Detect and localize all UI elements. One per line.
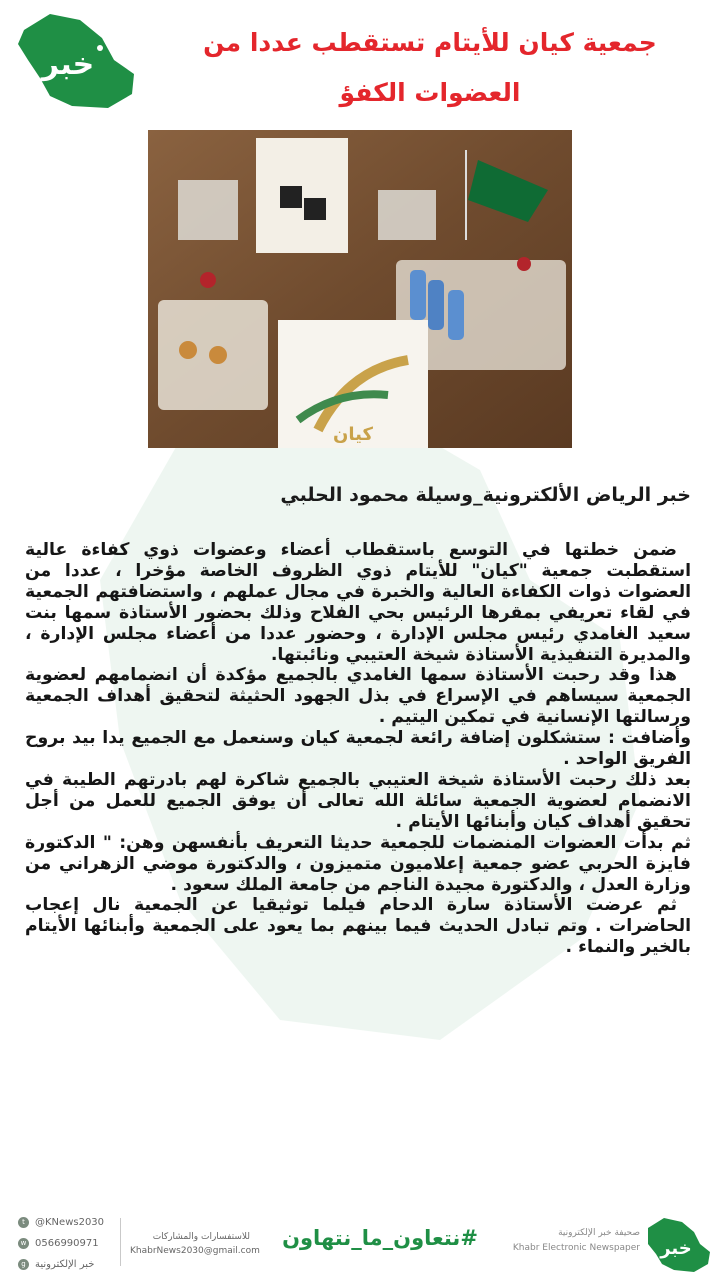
paragraph: ثم عرضت الأستاذة سارة الدحام فيلما توثيقيا عن الجمعية نال إعجاب الحاضرات . وتم تبادل الحديث فيما بينهم بما يعود على الجمعية وأبنائها الأيتام بالخير والنماء . — [25, 895, 691, 958]
contact-label: للاستفسارات والمشاركات — [152, 1232, 250, 1242]
paragraph: ثم بدأت العضوات المنضمات للجمعية حديثا التعريف بأنفسهن وهن: " الدكتورة فايزة الحربي عضو جمعية إعلاميون متميزون ، والدكتورة موضي الزهراني من وزارة العدل ، والدكتورة مجيدة الناجم من جامعة الملك سعود . — [25, 832, 691, 895]
headline-line-2: العضوات الكفؤ — [339, 78, 521, 107]
paragraph: بعد ذلك رحبت الأستاذة شيخة العتيبي بالجميع شاكرة لهم بادرتهم الطيبة في الانضمام لعضوية الجمعية سائلة الله تعالى أن يوفق الجميع للعمل من أجل تحقيق أهداف كيان وأبنائها الأيتام . — [25, 769, 691, 832]
social-links — [18, 1214, 104, 1277]
globe-icon: g — [18, 1259, 29, 1270]
contact-email[interactable]: KhabrNews2030@gmail.com — [130, 1246, 260, 1256]
website-link[interactable] — [18, 1256, 104, 1273]
khabr-logo-footer-icon — [640, 1214, 714, 1274]
twitter-handle: @KNews2030 — [35, 1217, 105, 1228]
divider — [120, 1218, 121, 1266]
article-byline: خبر الرياض الألكترونية_وسيلة محمود الحلبي — [280, 484, 691, 506]
brand-english: Khabr Electronic Newspaper — [512, 1243, 640, 1253]
photo-scene — [148, 130, 572, 448]
card-text: كيان — [333, 424, 373, 445]
headline — [150, 18, 710, 118]
twitter-icon: t — [18, 1217, 29, 1228]
contact-block — [130, 1230, 260, 1258]
khabr-logo-icon — [10, 8, 140, 112]
paragraph: وأضافت : ستشكلون إضافة رائعة لجمعية كيان وسنعمل مع الجميع يدا بيد بروح الفريق الواحد . — [25, 728, 691, 770]
whatsapp-number: 0566990971 — [35, 1238, 99, 1249]
footer — [0, 1196, 719, 1280]
article-body — [25, 540, 691, 958]
twitter-link[interactable] — [18, 1214, 104, 1231]
hashtag[interactable]: #نتعاون_ما_نتهاون — [282, 1226, 478, 1250]
website-name: خبر الإلكترونية — [35, 1259, 95, 1270]
headline-line-1: جمعية كيان للأيتام تستقطب عددا من — [203, 28, 657, 57]
paragraph: هذا وقد رحبت الأستاذة سمها الغامدي بالجميع مؤكدة أن انضمامهم لعضوية الجمعية سيساهم في الإسراع في بذل الجهود الحثيثة لتحقيق أهداف الجمعية ورسالتها الإنسانية في تمكين اليتيم . — [25, 665, 691, 728]
article-photo — [148, 130, 572, 448]
footer-logo-text: خبر — [660, 1238, 692, 1259]
whatsapp-link[interactable] — [18, 1235, 104, 1252]
paragraph: ضمن خطتها في التوسع باستقطاب أعضاء وعضوات ذوي كفاءة عالية استقطبت جمعية "كيان" للأيتام ذوي الظروف الخاصة مؤخرا ، عددا من العضوات ذوات الكفاءة العالية والخبرة في مجال عملهم ، واستضافتهم الجمعية في لقاء تعريفي بمقرها الرئيس بحي الفلاح وذلك بحضور الأستاذة سمها بنت سعيد الغامدي رئيس مجلس الإدارة ، وحضور عددا من أعضاء مجلس الإدارة ، والمديرة التنفيذية الأستاذة شيخة العتيبي ونائبتها. — [25, 540, 691, 665]
brand-arabic: صحيفة خبر الإلكترونية — [558, 1228, 640, 1238]
whatsapp-icon: w — [18, 1238, 29, 1249]
brand-block — [508, 1226, 640, 1256]
logo-text: خبر — [41, 47, 95, 82]
